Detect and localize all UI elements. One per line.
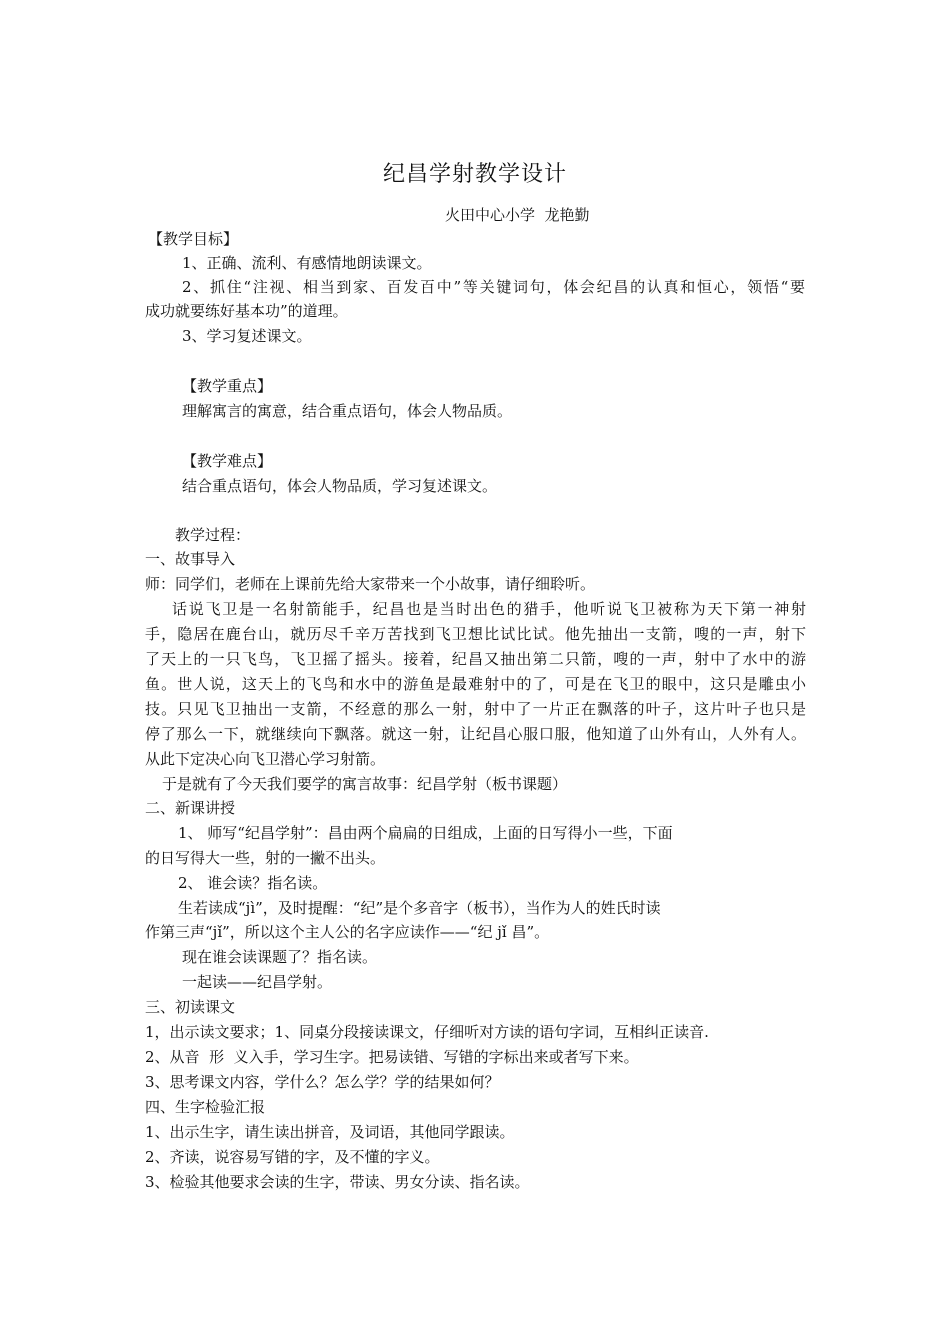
story-line-3: 了天上的一只飞鸟，飞卫摇了摇头。接着，纪昌又抽出第二只箭，嗖的一声，射中了水中的游 (145, 650, 806, 668)
read-together-line: 一起读——纪昌学射。 (182, 973, 333, 991)
section-3-heading: 三、初读课文 (145, 998, 236, 1016)
process-heading: 教学过程： (175, 526, 251, 544)
objective-1: 1、正确、流利、有感情地朗读课文。 (182, 254, 432, 272)
story-line-5: 技。只见飞卫抽出一支箭，不经意的那么一射，射中了一片正在飘落的叶子，这片叶子也只是 (145, 700, 806, 718)
section-heading-key-points: 【教学重点】 (182, 377, 273, 395)
section-heading-difficulties: 【教学难点】 (182, 452, 273, 470)
pronunciation-note-cont: 作第三声“jǐ”，所以这个主人公的名字应读作——“纪 jǐ 昌”。 (145, 923, 550, 941)
lesson-topic-line: 于是就有了今天我们要学的寓言故事：纪昌学射（板书课题） (162, 775, 568, 793)
step-4-2: 2、齐读，说容易写错的字，及不懂的字义。 (145, 1148, 440, 1166)
document-title: 纪昌学射教学设计 (382, 162, 567, 187)
step-3-2: 2、从音 形 义入手，学习生字。把易读错、写错的字标出来或者写下来。 (145, 1048, 639, 1066)
objective-2: 2、抓住“注视、相当到家、百发百中”等关键词句，体会纪昌的认真和恒心，领悟“要 (182, 278, 805, 296)
difficulties-text: 结合重点语句，体会人物品质，学习复述课文。 (182, 477, 498, 495)
key-points-text: 理解寓言的寓意，结合重点语句，体会人物品质。 (182, 402, 513, 420)
section-2-heading: 二、新课讲授 (145, 799, 236, 817)
step-3-1: 1，出示读文要求；1、同桌分段接读课文，仔细听对方读的语句字词，互相纠正读音. (145, 1023, 709, 1041)
teacher-intro: 师：同学们，老师在上课前先给大家带来一个小故事，请仔细聆听。 (145, 575, 596, 593)
step-4-1: 1、出示生字，请生读出拼音，及词语，其他同学跟读。 (145, 1123, 515, 1141)
pronunciation-note: 生若读成“jì”，及时提醒：“纪”是个多音字（板书），当作为人的姓氏时读 (178, 899, 661, 917)
section-4-heading: 四、生字检验汇报 (145, 1098, 266, 1116)
step-2-1-cont: 的日写得大一些，射的一撇不出头。 (145, 849, 386, 867)
story-line-1: 话说飞卫是一名射箭能手，纪昌也是当时出色的猎手，他听说飞卫被称为天下第一神射 (172, 600, 806, 618)
objective-2-cont: 成功就要练好基本功”的道理。 (145, 302, 348, 320)
author-line: 火田中心小学 龙艳勤 (445, 206, 590, 224)
read-title-prompt: 现在谁会读课题了？指名读。 (182, 948, 378, 966)
step-2-2: 2、 谁会读？指名读。 (178, 874, 328, 892)
story-line-7: 从此下定决心向飞卫潜心学习射箭。 (145, 750, 386, 768)
section-1-heading: 一、故事导入 (145, 550, 236, 568)
step-4-3: 3、检验其他要求会读的生字，带读、男女分读、指名读。 (145, 1173, 530, 1191)
story-line-6: 停了那么一下，就继续向下飘落。就这一射，让纪昌心服口服，他知道了山外有山，人外有人。 (145, 725, 806, 743)
objective-3: 3、学习复述课文。 (182, 327, 312, 345)
story-line-4: 鱼。世人说，这天上的飞鸟和水中的游鱼是最难射中的了，可是在飞卫的眼中，这只是雕虫小 (145, 675, 806, 693)
story-line-2: 手，隐居在鹿台山，就历尽千辛万苦找到飞卫想比试比试。他先抽出一支箭，嗖的一声，射下 (145, 625, 806, 643)
step-3-3: 3、思考课文内容，学什么？怎么学？学的结果如何？ (145, 1073, 500, 1091)
section-heading-objectives: 【教学目标】 (148, 230, 239, 248)
step-2-1: 1、 师写“纪昌学射”：昌由两个扁扁的日组成，上面的日写得小一些，下面 (178, 824, 673, 842)
